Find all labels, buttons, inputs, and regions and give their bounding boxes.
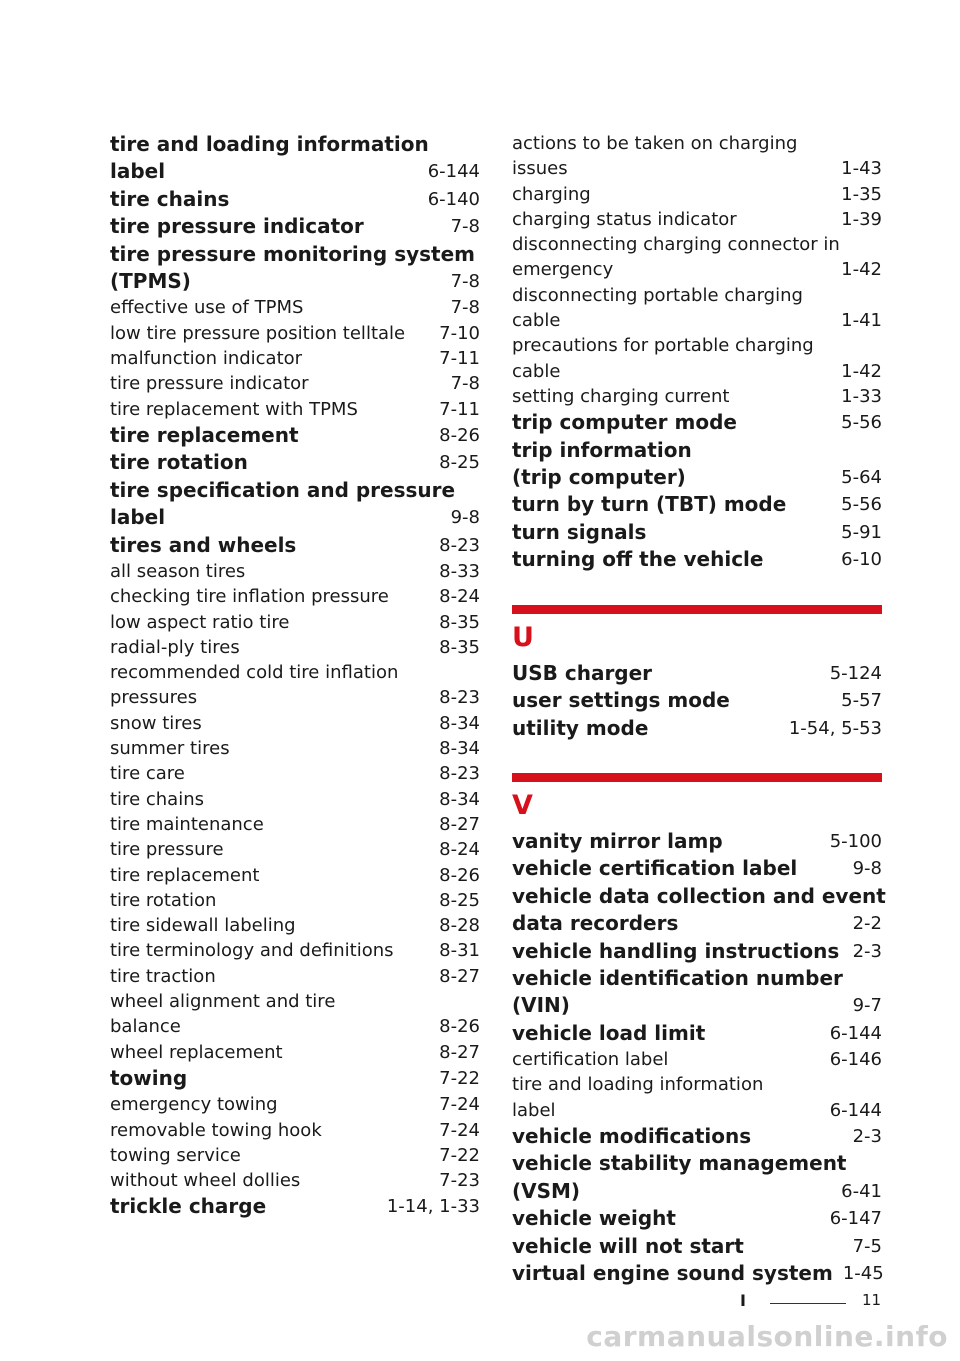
- index-entry: [110, 1193, 480, 1220]
- index-term: tire and loading information: [512, 1074, 764, 1096]
- index-entry: [110, 837, 480, 862]
- index-entry: [110, 213, 480, 240]
- index-entry: [512, 1178, 882, 1205]
- page-reference: 8-24: [439, 586, 480, 608]
- page-reference: 5-100: [829, 830, 882, 852]
- index-entry: [512, 1123, 882, 1150]
- index-term: certification label: [512, 1049, 669, 1071]
- page-reference: 1-43: [841, 158, 882, 180]
- index-entry: [512, 1260, 882, 1287]
- page-reference: 6-41: [841, 1180, 882, 1202]
- index-entry: [110, 1118, 480, 1143]
- index-entry: [512, 131, 882, 156]
- index-entry: [110, 660, 480, 685]
- index-term: vehicle stability management: [512, 1151, 847, 1176]
- index-term: malfunction indicator: [110, 348, 303, 370]
- index-entry: [512, 1047, 882, 1072]
- index-entry: [512, 384, 882, 409]
- index-entry: [110, 186, 480, 213]
- page-reference: 7-8: [450, 373, 480, 395]
- index-column-left: [110, 131, 480, 1221]
- page-reference: 8-23: [439, 534, 480, 556]
- page-reference: 6-10: [841, 549, 882, 571]
- page-reference: 5-56: [841, 494, 882, 516]
- index-entry: [110, 888, 480, 913]
- index-entry: [110, 863, 480, 888]
- index-term: cable: [512, 360, 561, 382]
- index-entry: [512, 910, 882, 937]
- index-entry: [512, 519, 882, 546]
- index-entry: [512, 1150, 882, 1177]
- page-reference: 5-57: [841, 690, 882, 712]
- index-term: trickle charge: [110, 1194, 267, 1219]
- index-entry: [110, 1040, 480, 1065]
- index-term: tire replacement: [110, 864, 260, 886]
- index-entry: [512, 437, 882, 464]
- page-reference: 9-8: [852, 858, 882, 880]
- page-reference: 7-23: [439, 1170, 480, 1192]
- page-reference: 7-5: [852, 1235, 882, 1257]
- page-reference: 8-26: [439, 864, 480, 886]
- page-reference: 8-28: [439, 915, 480, 937]
- index-term: charging status indicator: [512, 208, 737, 230]
- index-entry: [512, 715, 882, 742]
- index-term: disconnecting portable charging: [512, 284, 803, 306]
- index-term: vehicle weight: [512, 1206, 676, 1231]
- index-term: tire rotation: [110, 450, 248, 475]
- index-term: precautions for portable charging: [512, 335, 814, 357]
- index-entry: [110, 610, 480, 635]
- index-entry: [110, 1092, 480, 1117]
- index-term: tire traction: [110, 965, 216, 987]
- page-reference: 1-33: [841, 385, 882, 407]
- page-reference: 8-26: [439, 1016, 480, 1038]
- page-reference: 7-22: [439, 1144, 480, 1166]
- index-term: vehicle handling instructions: [512, 938, 840, 963]
- index-term: tire chains: [110, 186, 230, 211]
- index-entry: [110, 635, 480, 660]
- index-entry: [512, 257, 882, 282]
- page-reference: 7-22: [439, 1067, 480, 1089]
- page-reference: 1-41: [841, 310, 882, 332]
- index-term: recommended cold tire inflation: [110, 662, 399, 684]
- index-term: tire sidewall labeling: [110, 915, 296, 937]
- index-entry: [110, 1065, 480, 1092]
- index-entry: [512, 409, 882, 436]
- index-term: trip information: [512, 437, 692, 462]
- page-reference: 6-147: [829, 1208, 882, 1230]
- index-term: summer tires: [110, 738, 230, 760]
- index-entry: [512, 546, 882, 573]
- index-entry: [512, 855, 882, 882]
- page-reference: 1-14, 1-33: [386, 1196, 480, 1218]
- page-reference: 7-11: [439, 348, 480, 370]
- index-term: all season tires: [110, 560, 246, 582]
- page-reference: 5-56: [841, 412, 882, 434]
- page-reference: 2-3: [852, 1126, 882, 1148]
- page-reference: 6-140: [427, 188, 480, 210]
- index-entry: [512, 283, 882, 308]
- index-entry: [110, 346, 480, 371]
- index-term: tire and loading information: [110, 132, 429, 156]
- index-entry: [110, 241, 480, 268]
- index-entry: [512, 992, 882, 1019]
- footer-rule: [770, 1303, 846, 1304]
- index-entry: [110, 532, 480, 559]
- page-reference: 5-64: [841, 467, 882, 489]
- index-term: tire replacement with TPMS: [110, 398, 358, 420]
- index-entry: [512, 156, 882, 181]
- index-entry: [512, 308, 882, 333]
- index-entry: [512, 1072, 882, 1097]
- page-reference: 5-124: [829, 662, 882, 684]
- page-reference: 8-26: [439, 424, 480, 446]
- index-column-right: [512, 131, 886, 1288]
- index-term: setting charging current: [512, 385, 730, 407]
- watermark: carmanualsonline.info: [586, 1320, 948, 1353]
- index-term: removable towing hook: [110, 1119, 322, 1141]
- page-reference: 9-7: [852, 995, 882, 1017]
- index-term: radial-ply tires: [110, 636, 240, 658]
- index-term: turning off the vehicle: [512, 547, 764, 572]
- index-term: turn by turn (TBT) mode: [512, 492, 787, 517]
- index-entry: [110, 964, 480, 989]
- index-entry: [110, 504, 480, 531]
- index-term: tire specification and pressure: [110, 477, 456, 502]
- index-entry: [110, 989, 480, 1014]
- index-term: vehicle data collection and event: [512, 883, 886, 908]
- page-reference: 6-144: [829, 1022, 882, 1044]
- index-entry: [512, 1205, 882, 1232]
- index-term: towing: [110, 1065, 188, 1090]
- page-reference: 7-24: [439, 1119, 480, 1141]
- page-reference: 1-42: [841, 259, 882, 281]
- index-entry: [110, 913, 480, 938]
- index-entry: [110, 449, 480, 476]
- index-term: effective use of TPMS: [110, 297, 304, 319]
- index-term: USB charger: [512, 660, 653, 685]
- index-term: trip computer mode: [512, 410, 737, 435]
- page-reference: 8-35: [439, 611, 480, 633]
- page-reference: 8-33: [439, 560, 480, 582]
- index-term: wheel replacement: [110, 1041, 283, 1063]
- index-entry: [110, 711, 480, 736]
- index-term: vanity mirror lamp: [512, 828, 723, 853]
- index-entry: [512, 232, 882, 257]
- page-reference: 8-35: [439, 636, 480, 658]
- index-term: data recorders: [512, 911, 679, 936]
- index-entry: [512, 938, 882, 965]
- page-footer: [0, 1289, 960, 1319]
- index-term: wheel alignment and tire: [110, 991, 336, 1012]
- section-u: [512, 605, 882, 742]
- index-entry: [512, 182, 882, 207]
- section-divider-bar: [512, 605, 882, 614]
- index-entry: [110, 938, 480, 963]
- page-reference: 8-25: [439, 889, 480, 911]
- page-reference: 8-34: [439, 712, 480, 734]
- index-term: vehicle identification number: [512, 965, 843, 990]
- footer-section-letter: I: [740, 1291, 746, 1310]
- page-reference: 8-27: [439, 965, 480, 987]
- page-reference: 8-34: [439, 738, 480, 760]
- page-reference: 2-2: [852, 913, 882, 935]
- index-term: (trip computer): [512, 465, 686, 490]
- index-term: (VIN): [512, 993, 570, 1018]
- index-entry: [110, 158, 480, 185]
- section-u-entries: [512, 660, 882, 742]
- index-entry: [512, 333, 882, 358]
- index-term: (TPMS): [110, 269, 191, 294]
- index-term: checking tire inflation pressure: [110, 586, 389, 608]
- index-entry: [512, 687, 882, 714]
- index-term: tire care: [110, 763, 185, 785]
- index-term: issues: [512, 158, 568, 180]
- index-term: tire pressure: [110, 839, 224, 861]
- index-term: low aspect ratio tire: [110, 611, 290, 633]
- page-reference: 9-8: [450, 507, 480, 529]
- index-term: charging: [512, 183, 591, 205]
- page-reference: 7-10: [439, 322, 480, 344]
- index-term: vehicle certification label: [512, 856, 798, 881]
- page-reference: 1-39: [841, 208, 882, 230]
- page-reference: 6-146: [829, 1049, 882, 1071]
- index-term: tire chains: [110, 788, 204, 810]
- index-entry: [110, 397, 480, 422]
- page-reference: 7-8: [450, 216, 480, 238]
- index-entry: [110, 371, 480, 396]
- index-term: tires and wheels: [110, 532, 297, 557]
- page-reference: 8-31: [439, 940, 480, 962]
- page-reference: 8-24: [439, 839, 480, 861]
- index-term: turn signals: [512, 519, 647, 544]
- index-entry: [110, 131, 480, 158]
- index-entry: [512, 359, 882, 384]
- page-reference: 8-27: [439, 1041, 480, 1063]
- index-entry: [110, 736, 480, 761]
- index-term: tire terminology and definitions: [110, 940, 394, 962]
- index-term: emergency towing: [110, 1094, 278, 1116]
- section-v-entries: [512, 828, 886, 1288]
- index-term: pressures: [110, 687, 198, 709]
- page-reference: 1-54, 5-53: [788, 717, 882, 739]
- page-reference: 7-24: [439, 1094, 480, 1116]
- index-entry: [512, 1098, 882, 1123]
- index-entry: [110, 321, 480, 346]
- index-term: label: [110, 159, 166, 184]
- index-entry: [110, 268, 480, 295]
- index-term: tire pressure indicator: [110, 214, 364, 239]
- index-entry: [512, 965, 882, 992]
- index-entry: [110, 812, 480, 837]
- index-term: tire pressure monitoring system: [110, 241, 476, 266]
- page-reference: 6-144: [427, 161, 480, 183]
- page-reference: 7-11: [439, 398, 480, 420]
- index-term: low tire pressure position telltale: [110, 322, 406, 344]
- index-entry: [512, 883, 886, 910]
- page-reference: 8-34: [439, 788, 480, 810]
- index-entry: [512, 660, 882, 687]
- index-entry: [512, 491, 882, 518]
- page-reference: 8-23: [439, 763, 480, 785]
- section-divider-bar: [512, 773, 882, 782]
- index-term: disconnecting charging connector in: [512, 234, 840, 256]
- section-v: [512, 773, 886, 1288]
- index-entry: [512, 464, 882, 491]
- index-term: balance: [110, 1016, 181, 1038]
- page-reference: 8-23: [439, 687, 480, 709]
- index-entry: [110, 422, 480, 449]
- index-entry: [512, 1020, 882, 1047]
- index-term: tire pressure indicator: [110, 373, 309, 395]
- index-term: utility mode: [512, 715, 649, 740]
- index-term: tire maintenance: [110, 813, 264, 835]
- page-reference: 7-8: [450, 271, 480, 293]
- index-entry: [110, 787, 480, 812]
- page-reference: 2-3: [852, 940, 882, 962]
- index-entry: [512, 828, 882, 855]
- page-reference: 5-91: [841, 521, 882, 543]
- index-term: user settings mode: [512, 688, 730, 713]
- index-entry: [512, 207, 882, 232]
- index-term: vehicle will not start: [512, 1233, 744, 1258]
- index-term: cable: [512, 310, 561, 332]
- index-entry: [110, 1014, 480, 1039]
- page-reference: 8-27: [439, 813, 480, 835]
- page-reference: 6-144: [829, 1099, 882, 1121]
- index-term: towing service: [110, 1144, 241, 1166]
- page-reference: 1-35: [841, 183, 882, 205]
- index-entry: [110, 477, 480, 504]
- page-reference: 7-8: [450, 297, 480, 319]
- index-term: emergency: [512, 259, 614, 281]
- page-reference: 1-42: [841, 360, 882, 382]
- page-reference: 1-45: [842, 1263, 884, 1285]
- index-term: virtual engine sound system: [512, 1261, 833, 1286]
- index-term: label: [110, 505, 166, 530]
- footer-page-number: 11: [862, 1291, 882, 1309]
- index-term: snow tires: [110, 712, 202, 734]
- section-letter-v: V: [512, 789, 533, 821]
- index-entry: [512, 1233, 882, 1260]
- index-entry: [110, 1168, 480, 1193]
- index-entry: [110, 295, 480, 320]
- index-entry: [110, 685, 480, 710]
- entries-t-continued: [512, 131, 882, 574]
- index-entry: [110, 584, 480, 609]
- index-entry: [110, 559, 480, 584]
- page-reference: 8-25: [439, 452, 480, 474]
- index-term: label: [512, 1099, 556, 1121]
- index-term: vehicle modifications: [512, 1124, 752, 1149]
- index-term: tire replacement: [110, 422, 299, 447]
- index-term: vehicle load limit: [512, 1020, 706, 1045]
- index-term: actions to be taken on charging: [512, 133, 798, 154]
- index-term: (VSM): [512, 1178, 581, 1203]
- index-entry: [110, 1143, 480, 1168]
- index-term: without wheel dollies: [110, 1170, 301, 1192]
- index-term: tire rotation: [110, 889, 217, 911]
- index-entry: [110, 761, 480, 786]
- section-letter-u: U: [512, 621, 534, 653]
